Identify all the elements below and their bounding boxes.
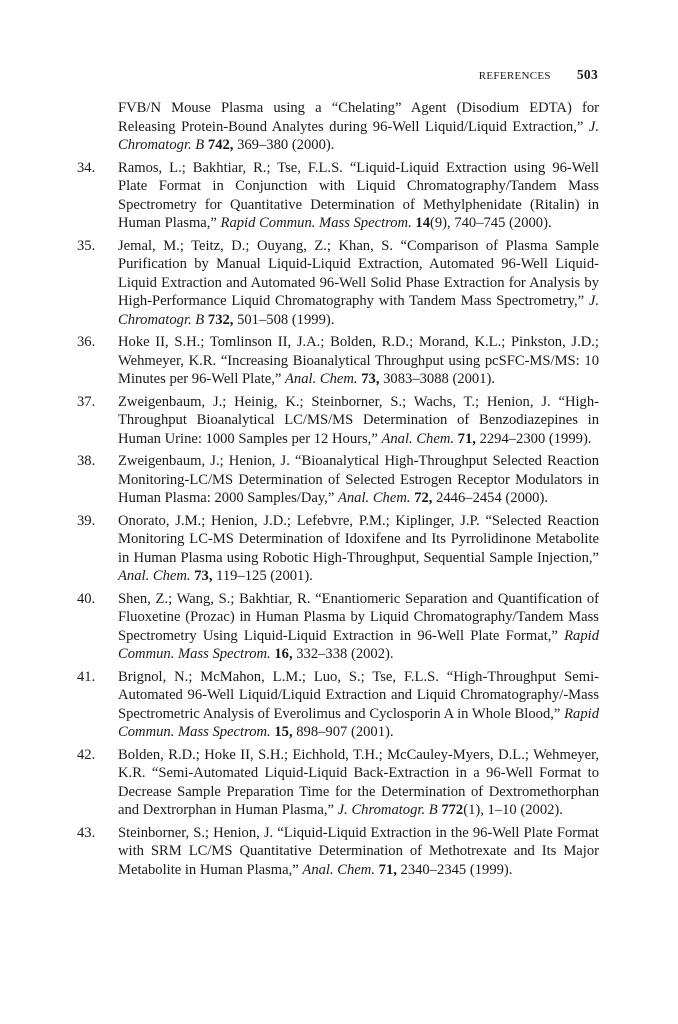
reference-list (77, 99, 599, 883)
reference-item (77, 393, 599, 449)
reference-number: 38. (77, 453, 96, 469)
reference-number: 40. (77, 590, 96, 607)
reference-number: 43. (77, 824, 96, 841)
reference-item (77, 824, 599, 880)
running-head (479, 67, 598, 83)
reference-text: Brignol, N.; McMahon, L.M.; Luo, S.; Tse, F.L.S. “High-Throughput Semi-Automated 96-Well Liquid/Liquid Extraction and Liquid Chromatography/-Mass Spectrometric Analysis of Everolimus and Cyclosporin A in Whole Blood,” Rapid Commun. Mass Spectrom. 15, 898–907 (2001). (118, 668, 599, 740)
reference-text: Jemal, M.; Teitz, D.; Ouyang, Z.; Khan, S. “Comparison of Plasma Sample Purification by Manual Liquid-Liquid Extraction, Automated 96-Well Liquid-Liquid Extraction and Automated 96-Well Solid Phase Extraction for Analysis by High-Performance Liquid Chromatography with Tandem Mass Spectrometry,” J. Chromatogr. B 732, 501–508 (1999). (118, 237, 599, 328)
page-number: 503 (576, 67, 598, 82)
reference-item (77, 452, 599, 508)
reference-text: Zweigenbaum, J.; Henion, J. “Bioanalytical High-Throughput Selected Reaction Monitoring-LC/MS Determination of Selected Estrogen Receptor Modulators in Human Plasma: 2000 Samples/Day,” Anal. Chem. 72, 2446–2454 (2000). (118, 453, 599, 506)
reference-number: 35. (77, 237, 96, 254)
reference-text: Bolden, R.D.; Hoke II, S.H.; Eichhold, T.H.; McCauley-Myers, D.L.; Wehmeyer, K.R. “Semi-Automated Liquid-Liquid Back-Extraction in a 96-Well Format to Decrease Sample Preparation Time for the Determination of Dextromethorphan and Dextrorphan in Human Plasma,” J. Chromatogr. B 772(1), 1–10 (2002). (118, 746, 599, 818)
reference-item (77, 512, 599, 586)
reference-item (77, 668, 599, 742)
reference-text: Onorato, J.M.; Henion, J.D.; Lefebvre, P.M.; Kiplinger, J.P. “Selected Reaction Monitoring LC-MS Determination of Idoxifene and Its Pyrrolidinone Metabolite in Human Plasma using Robotic High-Throughput, Sequential Sample Injection,” Anal. Chem. 73, 119–125 (2001). (118, 512, 599, 584)
reference-number: 42. (77, 746, 96, 763)
reference-text: Shen, Z.; Wang, S.; Bakhtiar, R. “Enantiomeric Separation and Quantification of Fluoxetine (Prozac) in Human Plasma by Liquid Chromatography/Tandem Mass Spectrometry Using Liquid-Liquid Extraction in 96-Well Plate Format,” Rapid Commun. Mass Spectrom. 16, 332–338 (2002). (118, 590, 599, 662)
reference-text: Ramos, L.; Bakhtiar, R.; Tse, F.L.S. “Liquid-Liquid Extraction using 96-Well Plate Format in Conjunction with Liquid Chromatography/Tandem Mass Spectrometry for Quantitative Determination of Methylphenidate (Ritalin) in Human Plasma,” Rapid Commun. Mass Spectrom. 14(9), 740–745 (2000). (118, 159, 599, 231)
reference-number: 39. (77, 512, 96, 529)
reference-number: 37. (77, 393, 96, 410)
reference-item (77, 590, 599, 664)
reference-item (77, 333, 599, 389)
reference-item (77, 159, 599, 233)
reference-text: FVB/N Mouse Plasma using a “Chelating” Agent (Disodium EDTA) for Releasing Protein-Bound Analytes during 96-Well Liquid/Liquid Extraction,” J. Chromatogr. B 742, 369–380 (2000). (118, 100, 599, 153)
reference-item (77, 746, 599, 820)
running-head-section: REFERENCES (478, 70, 551, 82)
reference-text: Zweigenbaum, J.; Heinig, K.; Steinborner, S.; Wachs, T.; Henion, J. “High-Throughput Bioanalytical LC/MS/MS Determination of Benzodiazepines in Human Urine: 1000 Samples per 12 Hours,” Anal. Chem. 71, 2294–2300 (1999). (118, 393, 599, 447)
reference-number: 34. (77, 159, 96, 176)
reference-number: 41. (77, 668, 96, 685)
reference-text: Hoke II, S.H.; Tomlinson II, J.A.; Bolden, R.D.; Morand, K.L.; Pinkston, J.D.; Wehmeyer, K.R. “Increasing Bioanalytical Throughput using pcSFC-MS/MS: 10 Minutes per 96-Well Plate,” Anal. Chem. 73, 3083–3088 (2001). (118, 334, 599, 387)
reference-text: Steinborner, S.; Henion, J. “Liquid-Liquid Extraction in the 96-Well Plate Format with SRM LC/MS Quantitative Determination of Methotrexate and Its Major Metabolite in Human Plasma,” Anal. Chem. 71, 2340–2345 (1999). (118, 824, 599, 878)
reference-item (77, 237, 599, 330)
reference-number: 36. (77, 334, 96, 350)
reference-item (77, 99, 599, 155)
